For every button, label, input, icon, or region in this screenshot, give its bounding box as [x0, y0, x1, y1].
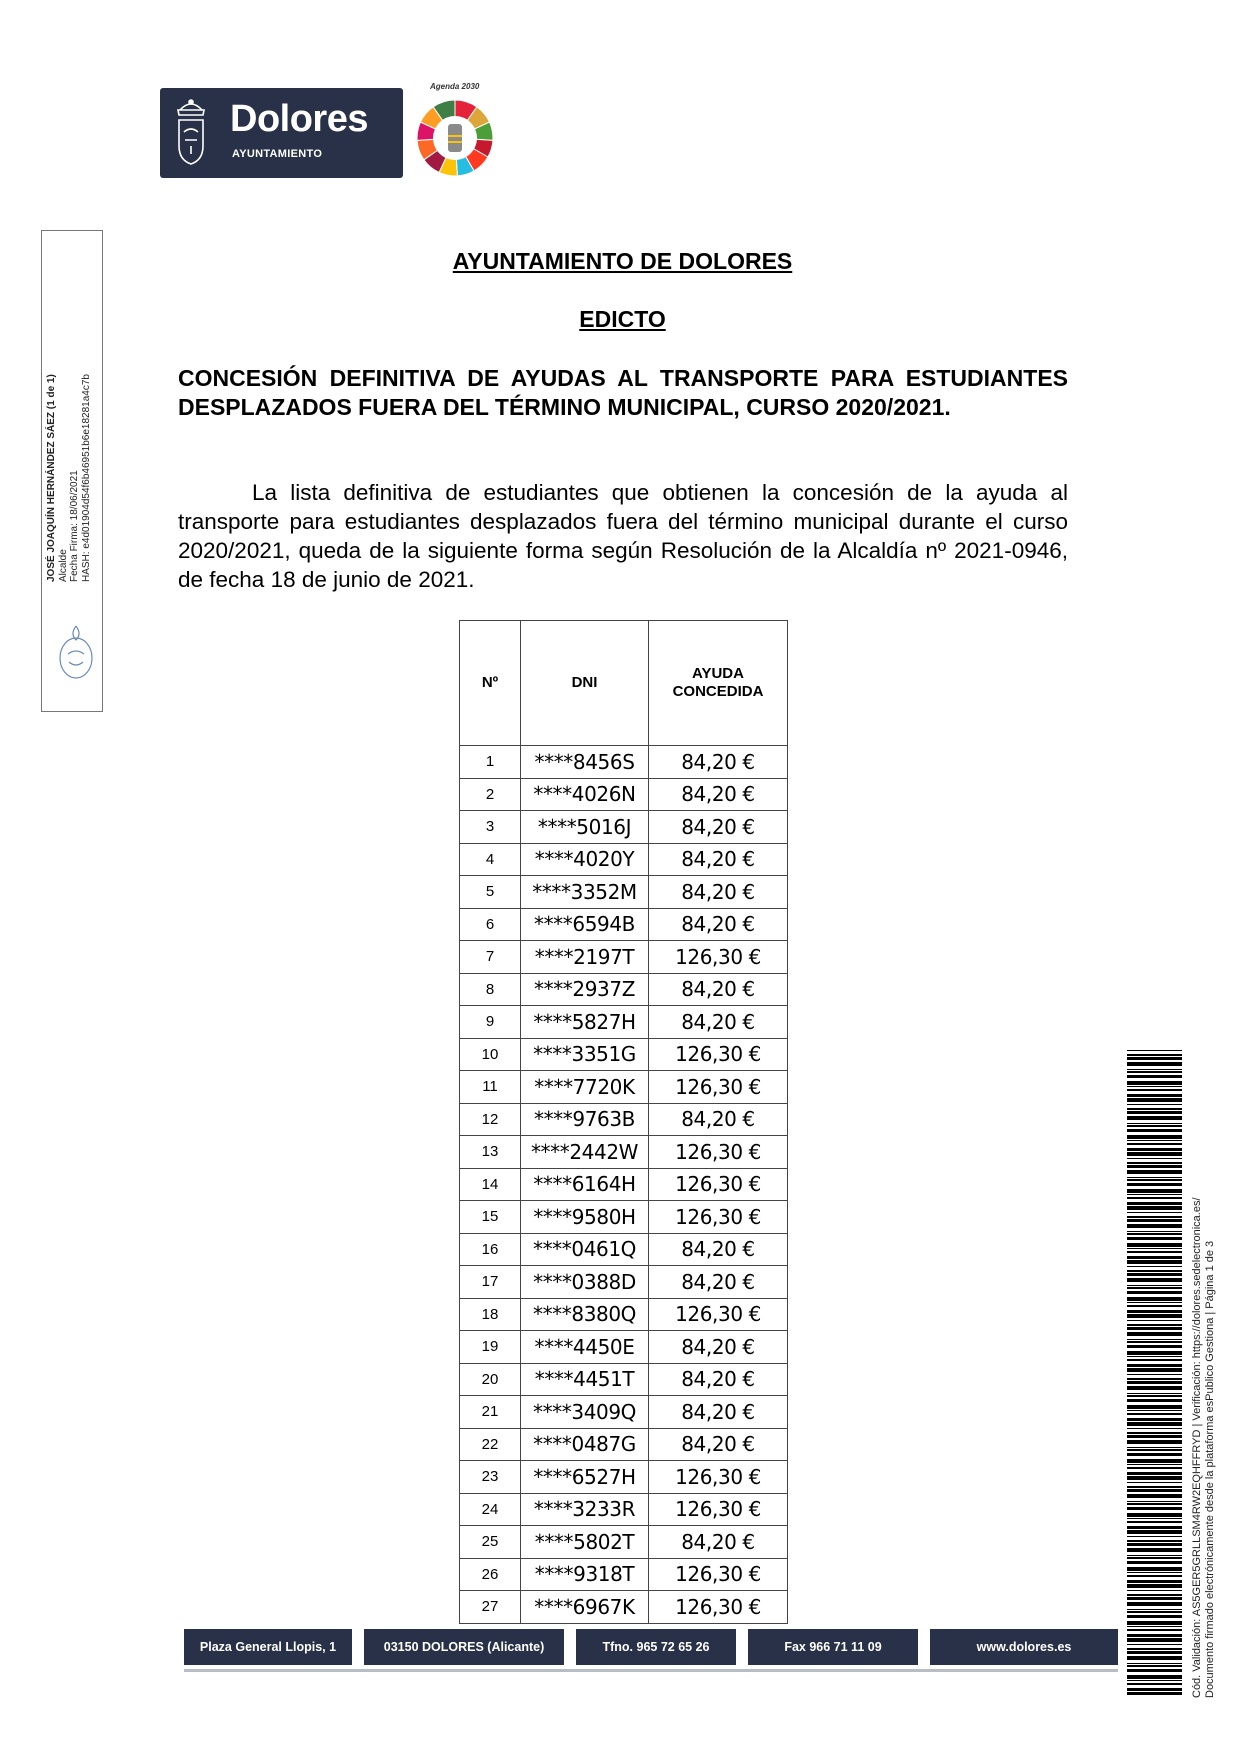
signature-date: Fecha Firma: 18/06/2021 [69, 470, 80, 582]
row-ayuda: 84,20 € [649, 746, 788, 779]
row-ayuda: 126,30 € [649, 1558, 788, 1591]
verification-details [1191, 1058, 1217, 1698]
row-number: 13 [460, 1136, 521, 1169]
row-number: 11 [460, 1071, 521, 1104]
row-ayuda: 84,20 € [649, 1331, 788, 1364]
row-ayuda: 84,20 € [649, 876, 788, 909]
row-dni: ****3351G [521, 1038, 649, 1071]
row-ayuda: 84,20 € [649, 843, 788, 876]
row-number: 24 [460, 1493, 521, 1526]
row-ayuda: 126,30 € [649, 1591, 788, 1624]
row-number: 10 [460, 1038, 521, 1071]
footer-divider [184, 1669, 1118, 1672]
row-dni: ****9763B [521, 1103, 649, 1136]
row-number: 3 [460, 811, 521, 844]
row-number: 7 [460, 941, 521, 974]
table-row [460, 843, 788, 876]
table-row [460, 1363, 788, 1396]
beneficiaries-table [459, 620, 788, 1624]
row-dni: ****2937Z [521, 973, 649, 1006]
row-number: 9 [460, 1006, 521, 1039]
row-number: 21 [460, 1396, 521, 1429]
row-ayuda: 126,30 € [649, 1136, 788, 1169]
intro-paragraph: La lista definitiva de estudiantes que obtienen la concesión de la ayuda al transporte para estudiantes desplazados fuera del término municipal durante el curso 2020/2021, queda de la siguiente forma según Resolución de la Alcaldía nº 2021-0946, de fecha 18 de junio de 2021. [178, 480, 1068, 592]
column-ayuda-header [649, 621, 788, 746]
footer-phone: Tfno. 965 72 65 26 [576, 1629, 736, 1665]
table-row [460, 1558, 788, 1591]
table-row [460, 1396, 788, 1429]
table-row [460, 811, 788, 844]
table-row [460, 1298, 788, 1331]
row-dni: ****7720K [521, 1071, 649, 1104]
row-dni: ****3409Q [521, 1396, 649, 1429]
row-number: 27 [460, 1591, 521, 1624]
table-row [460, 941, 788, 974]
row-dni: ****6527H [521, 1461, 649, 1494]
verification-code: Cód. Validación: AS5GER5GRLLSM4RW2EQHFFRYD | Verificación: https://dolores.sedelectronica.es/ [1191, 1197, 1203, 1698]
table-row [460, 908, 788, 941]
row-ayuda: 126,30 € [649, 1201, 788, 1234]
row-number: 6 [460, 908, 521, 941]
row-ayuda: 126,30 € [649, 1298, 788, 1331]
sdg-wheel-icon [408, 82, 502, 182]
signature-details [46, 322, 92, 582]
footer-address: Plaza General Llopis, 1 [184, 1629, 352, 1665]
row-number: 25 [460, 1526, 521, 1559]
row-dni: ****4026N [521, 778, 649, 811]
row-ayuda: 84,20 € [649, 778, 788, 811]
table-row [460, 1526, 788, 1559]
footer-city: 03150 DOLORES (Alicante) [364, 1629, 564, 1665]
page-heading: AYUNTAMIENTO DE DOLORES [452, 248, 793, 274]
signer-name: JOSÉ JOAQUÍN HERNÁNDEZ SÁEZ (1 de 1) [46, 374, 57, 582]
row-ayuda: 84,20 € [649, 1363, 788, 1396]
table-row [460, 1071, 788, 1104]
coat-of-arms-icon [170, 94, 212, 172]
row-ayuda: 126,30 € [649, 1168, 788, 1201]
row-dni: ****9318T [521, 1558, 649, 1591]
row-number: 16 [460, 1233, 521, 1266]
signer-role: Alcalde [57, 549, 69, 582]
row-dni: ****0487G [521, 1428, 649, 1461]
table-row [460, 1493, 788, 1526]
logo-subtitle: AYUNTAMIENTO [232, 148, 323, 160]
table-row [460, 1168, 788, 1201]
row-number: 18 [460, 1298, 521, 1331]
row-ayuda: 126,30 € [649, 1493, 788, 1526]
table-row [460, 1201, 788, 1234]
row-number: 22 [460, 1428, 521, 1461]
row-number: 8 [460, 973, 521, 1006]
table-row [460, 1136, 788, 1169]
row-ayuda: 84,20 € [649, 908, 788, 941]
table-row [460, 973, 788, 1006]
row-number: 26 [460, 1558, 521, 1591]
row-ayuda: 84,20 € [649, 973, 788, 1006]
table-row [460, 1428, 788, 1461]
row-dni: ****5016J [521, 811, 649, 844]
table-row [460, 1331, 788, 1364]
row-dni: ****3233R [521, 1493, 649, 1526]
row-ayuda: 84,20 € [649, 1266, 788, 1299]
row-ayuda: 84,20 € [649, 811, 788, 844]
column-dni-header: DNI [521, 621, 649, 746]
table-row [460, 1591, 788, 1624]
table-row [460, 1266, 788, 1299]
row-number: 19 [460, 1331, 521, 1364]
row-dni: ****6594B [521, 908, 649, 941]
row-ayuda: 84,20 € [649, 1103, 788, 1136]
row-number: 12 [460, 1103, 521, 1136]
row-ayuda: 126,30 € [649, 1038, 788, 1071]
row-dni: ****8380Q [521, 1298, 649, 1331]
table-row [460, 1233, 788, 1266]
row-number: 14 [460, 1168, 521, 1201]
agenda-2030-label: Agenda 2030 [430, 82, 480, 91]
row-ayuda: 84,20 € [649, 1006, 788, 1039]
table-row [460, 876, 788, 909]
row-dni: ****6164H [521, 1168, 649, 1201]
logo-name: Dolores [230, 98, 368, 140]
row-ayuda: 126,30 € [649, 1461, 788, 1494]
row-dni: ****6967K [521, 1591, 649, 1624]
row-dni: ****2197T [521, 941, 649, 974]
row-dni: ****4450E [521, 1331, 649, 1364]
table-row [460, 778, 788, 811]
row-number: 15 [460, 1201, 521, 1234]
table-row [460, 1038, 788, 1071]
row-number: 5 [460, 876, 521, 909]
document-title: CONCESIÓN DEFINITIVA DE AYUDAS AL TRANSPORTE PARA ESTUDIANTES DESPLAZADOS FUERA DEL TÉRMINO MUNICIPAL, CURSO 2020/2021. [178, 365, 1068, 420]
row-ayuda: 126,30 € [649, 1071, 788, 1104]
seal-icon [56, 618, 96, 688]
table-row [460, 746, 788, 779]
row-dni: ****4451T [521, 1363, 649, 1396]
row-ayuda: 84,20 € [649, 1233, 788, 1266]
column-number-header: Nº [460, 621, 521, 746]
row-dni: ****5802T [521, 1526, 649, 1559]
row-dni: ****3352M [521, 876, 649, 909]
row-dni: ****0388D [521, 1266, 649, 1299]
footer-fax: Fax 966 71 11 09 [748, 1629, 918, 1665]
row-number: 23 [460, 1461, 521, 1494]
verification-platform: Documento firmado electrónicamente desde la plataforma esPublico Gestiona | Página 1 de 3 [1204, 1240, 1216, 1698]
row-ayuda: 84,20 € [649, 1396, 788, 1429]
signature-hash: HASH: e4d01904d54f6b46951b6e18281a4c7b [80, 374, 92, 582]
ayuntamiento-logo [160, 88, 403, 178]
footer-website: www.dolores.es [930, 1629, 1118, 1665]
row-dni: ****2442W [521, 1136, 649, 1169]
row-number: 20 [460, 1363, 521, 1396]
page-subheading: EDICTO [579, 306, 666, 332]
row-dni: ****5827H [521, 1006, 649, 1039]
agenda-2030-logo [408, 82, 502, 182]
row-number: 2 [460, 778, 521, 811]
table-row [460, 1006, 788, 1039]
table-row [460, 1103, 788, 1136]
row-dni: ****9580H [521, 1201, 649, 1234]
table-row [460, 1461, 788, 1494]
row-ayuda: 84,20 € [649, 1428, 788, 1461]
row-dni: ****0461Q [521, 1233, 649, 1266]
row-ayuda: 84,20 € [649, 1526, 788, 1559]
row-ayuda: 126,30 € [649, 941, 788, 974]
row-number: 1 [460, 746, 521, 779]
table-header-row [460, 621, 788, 746]
row-dni: ****4020Y [521, 843, 649, 876]
row-dni: ****8456S [521, 746, 649, 779]
row-number: 17 [460, 1266, 521, 1299]
column-ayuda-line1: AYUDA [692, 665, 744, 682]
column-ayuda-line2: CONCEDIDA [672, 683, 764, 700]
barcode-icon [1127, 1050, 1182, 1695]
row-number: 4 [460, 843, 521, 876]
footer-bar [184, 1629, 1118, 1669]
